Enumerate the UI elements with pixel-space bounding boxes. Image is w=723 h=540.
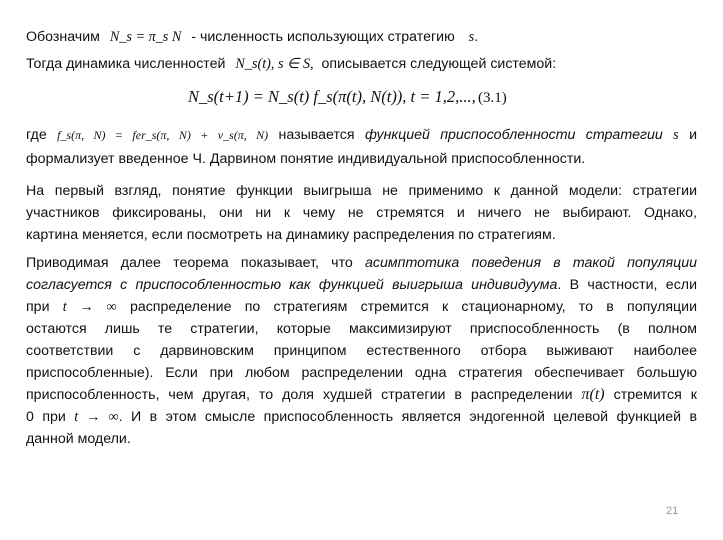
paragraph-2-line-1: На первый взгляд, понятие функции выигрыша не применимо к данной модели: стратегии	[26, 183, 697, 199]
formula-ns-t: N_s(t), s ∈ S,	[235, 56, 314, 72]
formula-ns: N_s = π_s N	[109, 29, 182, 45]
text-label: где	[26, 127, 47, 143]
text-line-3	[26, 126, 697, 144]
text-label: Приводимая далее теорема показывает, что	[26, 255, 353, 271]
formula-t-inf: t → ∞	[62, 299, 117, 315]
formula-s: s	[468, 29, 475, 45]
paragraph-3-line-3	[26, 298, 697, 316]
emphasis-text: функцией приспособленности стратегии	[364, 127, 663, 143]
text-label: приспособленность, чем другая, то доля худшей стратегии в распределении	[26, 387, 573, 403]
paragraph-3-line-7	[26, 386, 697, 404]
text-label: описывается следующей системой:	[321, 56, 557, 72]
text-label: - численность использующих стратегию	[191, 29, 455, 45]
text-line-4: формализует введенное Ч. Дарвином понятие индивидуальной приспособленности.	[26, 151, 586, 167]
text-label: 0 при	[26, 409, 66, 425]
paragraph-3-line-2	[26, 276, 697, 294]
emphasis-text: асимптотика поведения в такой популяции	[365, 255, 697, 271]
formula-s: s	[673, 127, 679, 143]
formula-t-inf: t → ∞	[74, 409, 119, 425]
paragraph-2-line-2: участников фиксированы, они ни к чему не стремятся и ничего не выбирают. Однако,	[26, 205, 697, 221]
text-line-2	[26, 55, 556, 73]
emphasis-text: согласуется с приспособленностью как функцией выигрыша индивидуума	[26, 277, 558, 293]
text-line-1	[26, 28, 478, 46]
paragraph-3-line-9: данной модели.	[26, 431, 131, 447]
paragraph-3-line-6: приспособленные). Если при любом распределении одна стратегия обеспечивает большую	[26, 365, 697, 381]
text-label: при	[26, 299, 50, 315]
text-label: . И в этом смысле приспособленность является эндогенной целевой функцией в	[118, 409, 697, 425]
text-label: Тогда динамика численностей	[26, 56, 226, 72]
text-label: называется	[278, 127, 355, 143]
paragraph-3-line-8	[26, 408, 697, 426]
equation-number: (3.1)	[478, 90, 507, 106]
text-label: стремится к	[613, 387, 697, 403]
paragraph-2-line-3: картина меняется, если посмотреть на динамику распределения по стратегиям.	[26, 227, 556, 243]
text-label: . В частности, если	[557, 277, 697, 293]
paragraph-3-line-5: соответствии с дарвиновским принципом естественного отбора выживают наиболее	[26, 343, 697, 359]
page-number: 21	[666, 505, 679, 517]
formula-pi-t: π(t)	[581, 386, 605, 403]
text-label: Обозначим	[26, 29, 100, 45]
text-label: распределение по стратегиям стремится к стационарному, то в популяции	[129, 299, 698, 315]
text-label: и	[689, 127, 697, 143]
formula-fitness: f_s(π, N) = fer_s(π, N) + v_s(π, N)	[57, 128, 269, 142]
paragraph-3-line-4: остаются лишь те стратегии, которые максимизируют приспособленность (в полном	[26, 321, 697, 337]
paragraph-3-line-1	[26, 254, 697, 272]
equation-main: N_s(t+1) = N_s(t) f_s(π(t), N(t)), t = 1,2,...,	[188, 87, 476, 106]
text-label: .	[474, 29, 479, 45]
